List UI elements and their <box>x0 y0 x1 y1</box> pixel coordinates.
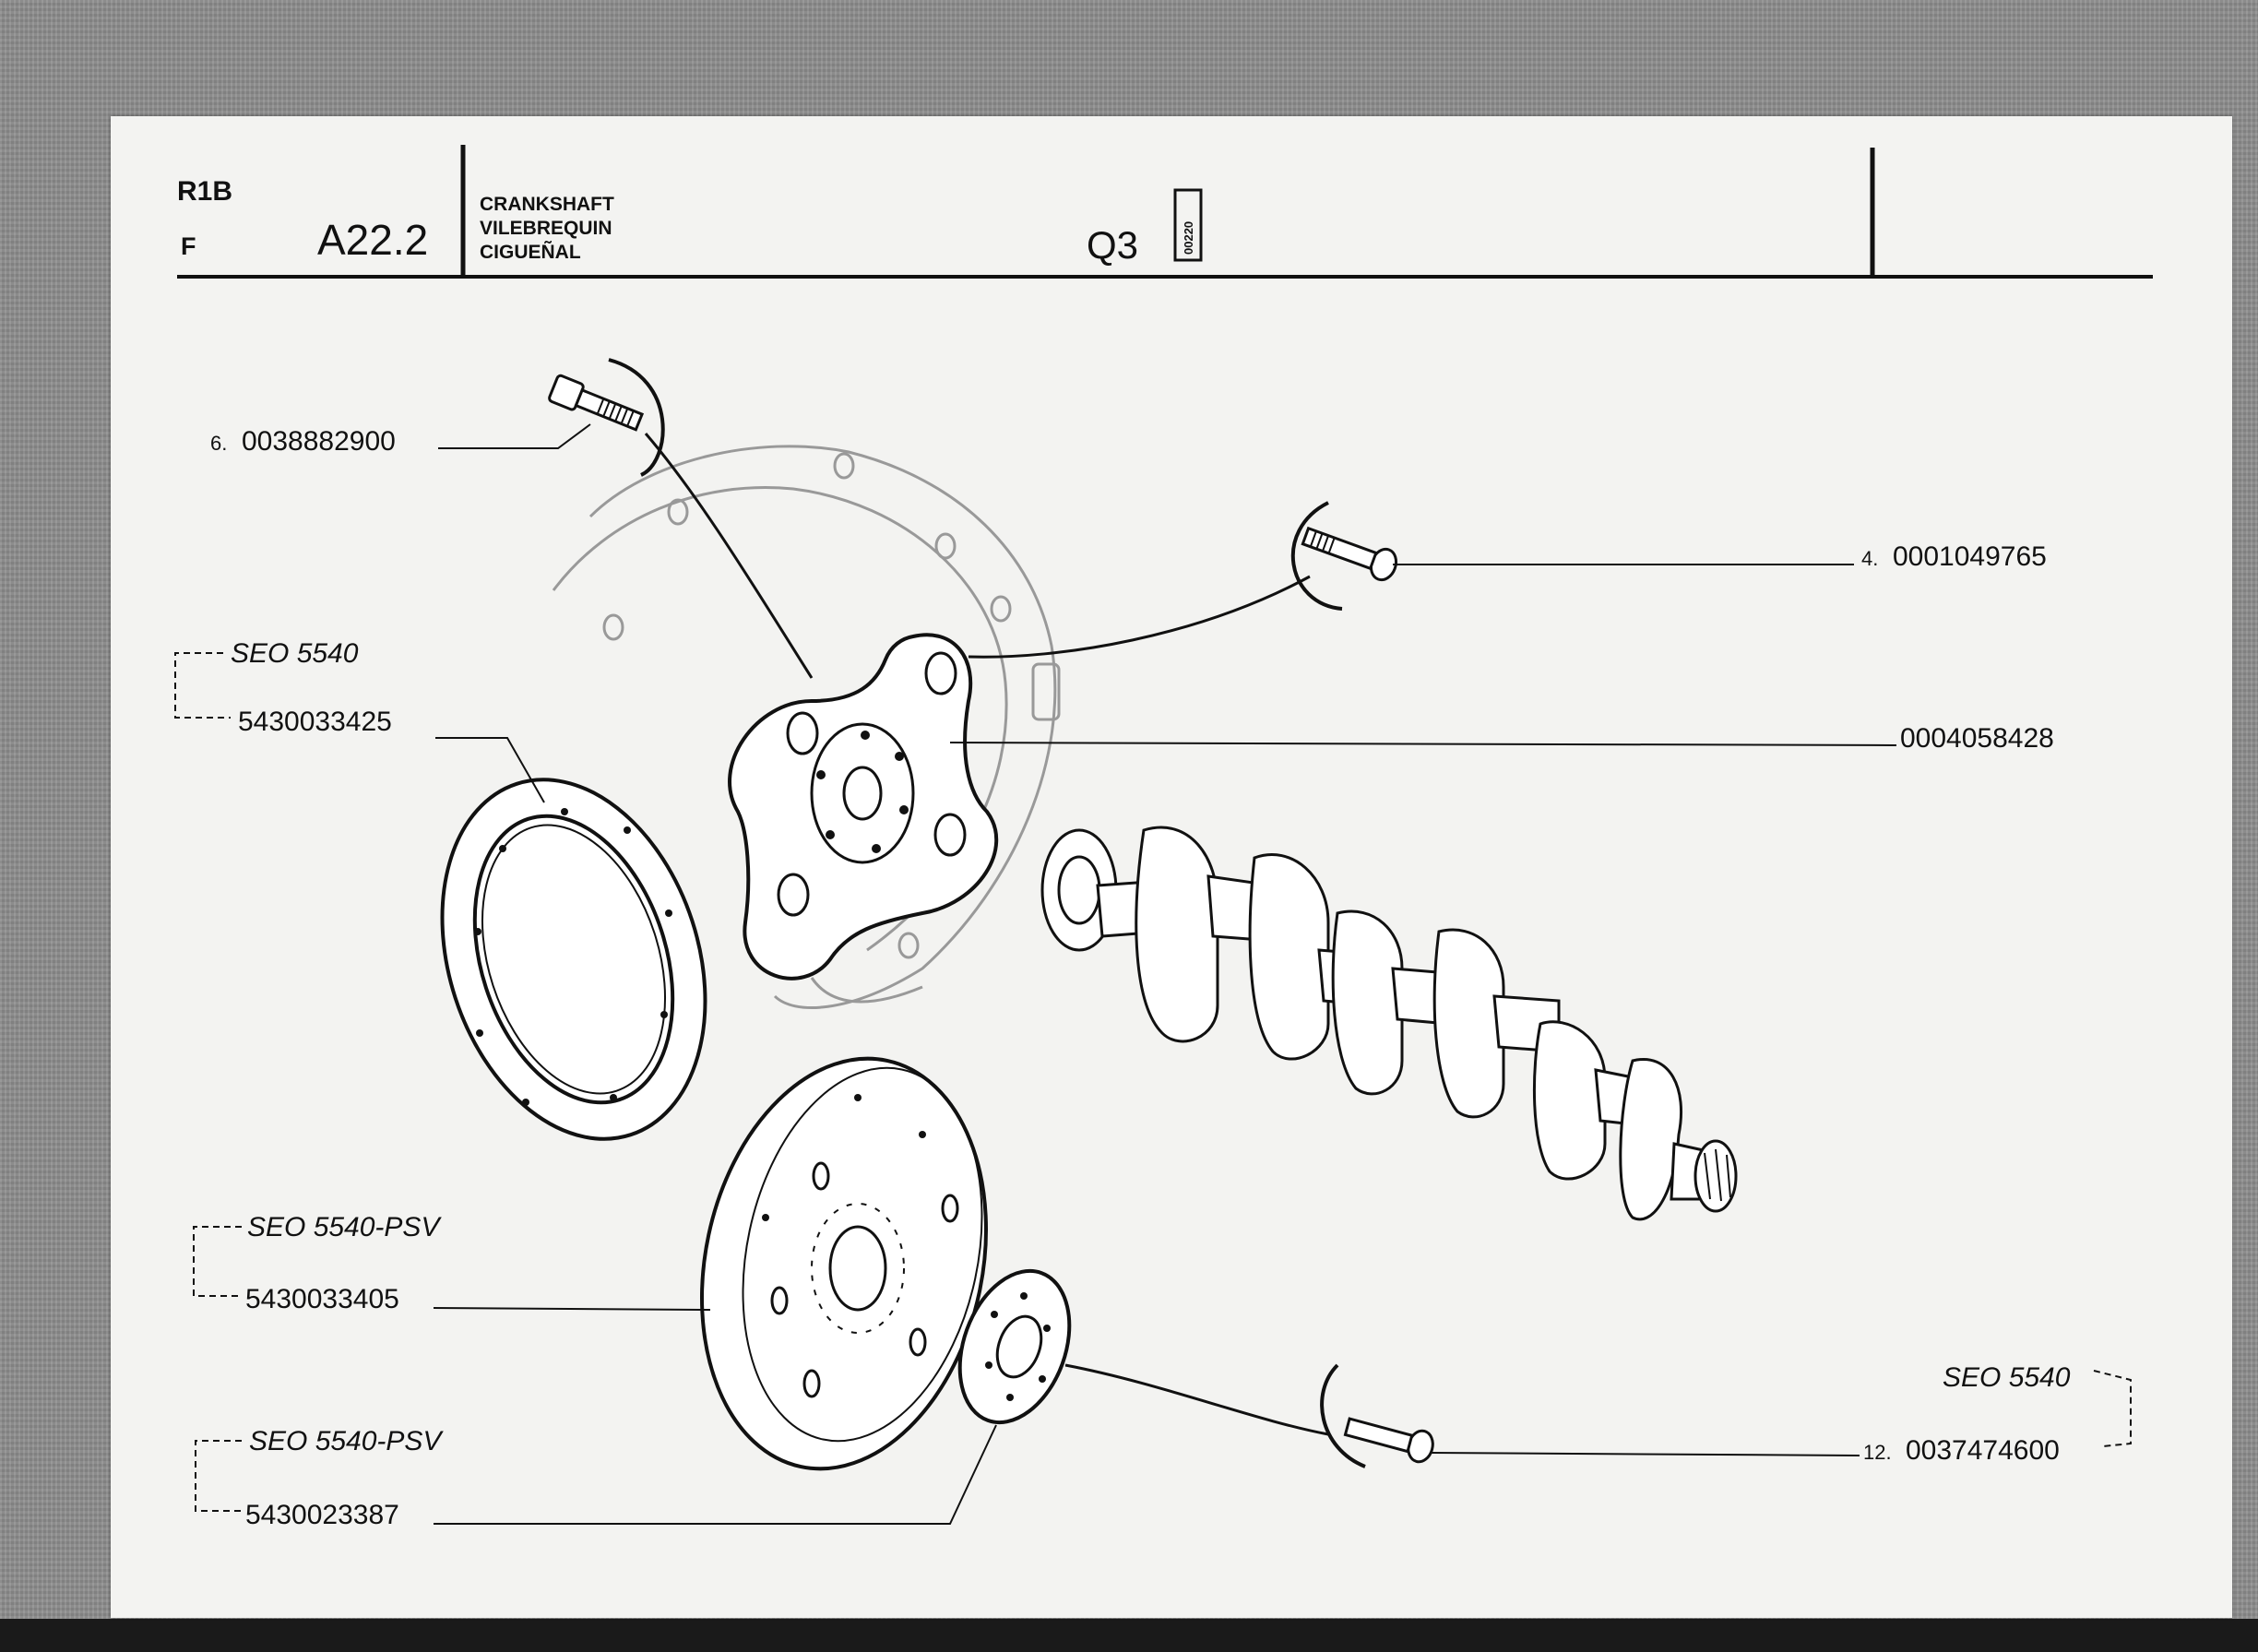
bolt-bottom-seo-bracket <box>2094 1371 2131 1446</box>
variant-code: F <box>181 232 196 260</box>
bolt-right-part: 0001049765 <box>1893 541 2047 572</box>
flywheel-seo-bracket <box>194 1227 242 1296</box>
title-es: CIGUEÑAL <box>480 242 581 263</box>
washer-seo: SEO 5540-PSV <box>249 1426 442 1456</box>
section-number: A22.2 <box>317 216 429 264</box>
bolt-right-ref: 4. <box>1861 547 1879 570</box>
adapter-ring-seo: SEO 5540 <box>231 638 359 669</box>
crankshaft <box>1042 827 1736 1219</box>
bolt-right <box>969 503 2047 657</box>
bolt-bottom-ref: 12. <box>1863 1441 1892 1464</box>
bolt-bottom-seo: SEO 5540 <box>1943 1362 2071 1393</box>
flywheel-part: 5430033405 <box>245 1284 399 1314</box>
title-en: CRANKSHAFT <box>480 194 614 215</box>
bolt-top-ref: 6. <box>210 432 228 455</box>
adapter-ring-seo-bracket <box>175 653 231 718</box>
flywheel-leader <box>434 1308 710 1310</box>
bolt-top-leader <box>438 424 590 448</box>
adapter-ring-part: 5430033425 <box>238 707 392 737</box>
bolt-top <box>210 360 812 678</box>
hub-plate <box>730 635 2054 979</box>
bolt-bottom-leader <box>1432 1453 1860 1456</box>
group-code: Q3 <box>1087 223 1139 267</box>
header-block <box>177 145 2153 277</box>
group-box-code: 00220 <box>1182 220 1195 255</box>
flywheel-seo: SEO 5540-PSV <box>247 1212 440 1242</box>
bolt-bottom <box>1322 1362 2131 1467</box>
adapter-ring <box>175 638 749 1173</box>
model-code: R1B <box>177 176 233 207</box>
hub-plate-part: 0004058428 <box>1900 723 2054 754</box>
washer-leader <box>434 1425 996 1524</box>
washer-part: 5430023387 <box>245 1500 399 1530</box>
bolt-top-part: 0038882900 <box>242 426 396 457</box>
hub-plate-leader <box>950 743 1896 745</box>
bolt-bottom-part: 0037474600 <box>1906 1435 2060 1466</box>
washer-seo-bracket <box>196 1441 242 1511</box>
bolt-bottom-bracket <box>1322 1365 1365 1467</box>
title-fr: VILEBREQUIN <box>480 218 612 239</box>
